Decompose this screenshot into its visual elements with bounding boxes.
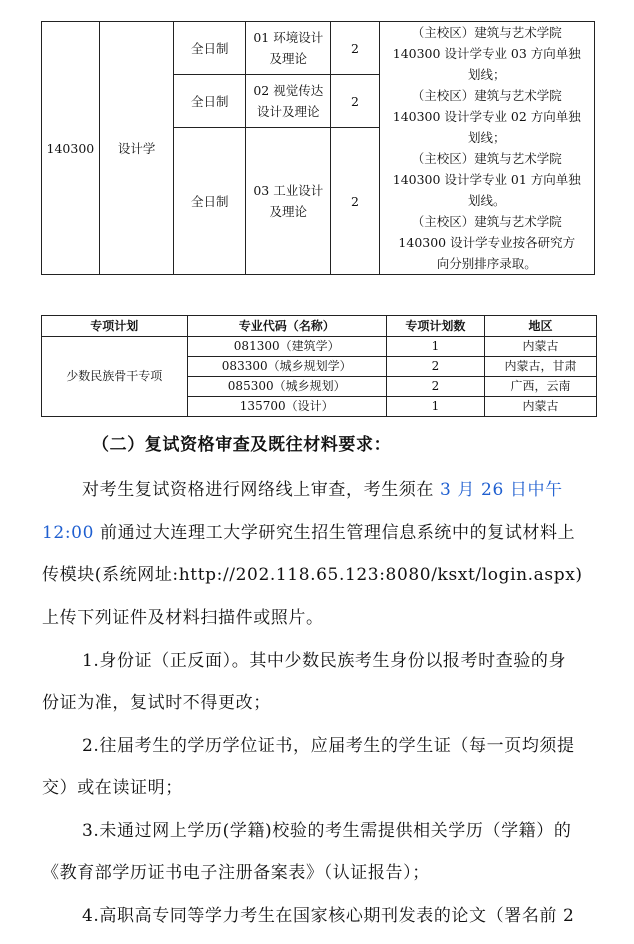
direction-cell (246, 75, 331, 128)
text-span: 前通过大连理工大学研究生招生管理信息系统中的复试材料上 (100, 523, 576, 543)
notes-cell (379, 22, 594, 275)
direction-line: 设计及理论 (257, 104, 320, 119)
study-mode: 全日制 (174, 75, 246, 128)
note-line: （主校区）建筑与艺术学院 (411, 88, 562, 103)
enroll-count: 2 (331, 128, 379, 275)
text-span: 对考生复试资格进行网络线上审查，考生须在 (82, 480, 434, 500)
program-table (41, 21, 595, 275)
region: 内蒙古 (484, 337, 596, 357)
direction-line: 及理论 (269, 204, 308, 219)
note-line: 划线。 (468, 193, 506, 208)
direction-line: 02 视觉传达 (253, 83, 324, 98)
col-header: 专项计划数 (386, 316, 484, 337)
list-item-line: 交）或在读证明； (42, 778, 183, 798)
list-item-line: 份证为准，复试时不得更改； (42, 693, 271, 713)
table-row (42, 337, 597, 357)
major-code: 081300（建筑学） (187, 337, 386, 357)
paragraph-line: 上传下列证件及材料扫描件或照片。 (42, 608, 324, 628)
direction-line: 及理论 (269, 51, 308, 66)
paragraph-line (42, 518, 575, 543)
major-code: 085300（城乡规划） (187, 377, 386, 397)
note-line: （主校区）建筑与艺术学院 (411, 214, 562, 229)
note-line: 140300 设计学专业 01 方向单独 (392, 172, 581, 187)
major-code: 083300（城乡规划学） (187, 357, 386, 377)
note-line: 划线； (468, 67, 506, 82)
enroll-count: 2 (331, 75, 379, 128)
plan-count: 1 (386, 397, 484, 417)
program-name: 设计学 (99, 22, 174, 275)
list-item-line: 1.身份证（正反面）。其中少数民族考生身份以报考时查验的身 (82, 651, 567, 671)
list-item-line: 《教育部学历证书电子注册备案表》（认证报告）； (42, 863, 430, 883)
direction-line: 01 环境设计 (253, 30, 324, 45)
paragraph-line (82, 475, 563, 500)
major-code: 135700（设计） (187, 397, 386, 417)
note-line: （主校区）建筑与艺术学院 (411, 25, 562, 40)
col-header: 专业代码（名称） (187, 316, 386, 337)
note-line: （主校区）建筑与艺术学院 (411, 151, 562, 166)
plan-count: 2 (386, 357, 484, 377)
special-plan-table (41, 315, 597, 417)
region: 广西，云南 (484, 377, 596, 397)
enroll-count: 2 (331, 22, 379, 75)
deadline-highlight: 3 月 26 日中午 (440, 480, 563, 500)
header-row (42, 316, 597, 337)
col-header: 地区 (484, 316, 596, 337)
list-item-line: 3.未通过网上学历(学籍)校验的考生需提供相关学历（学籍）的 (82, 821, 572, 841)
col-header: 专项计划 (42, 316, 188, 337)
note-line: 划线； (468, 130, 506, 145)
plan-count: 2 (386, 377, 484, 397)
note-line: 140300 设计学专业 03 方向单独 (392, 46, 581, 61)
region: 内蒙古 (484, 397, 596, 417)
paragraph-line: 传模块(系统网址:http://202.118.65.123:8080/ksxt/login.aspx) (42, 565, 583, 585)
plan-name: 少数民族骨干专项 (42, 337, 188, 417)
list-item-line: 2.往届考生的学历学位证书，应届考生的学生证（每一页均须提 (82, 736, 575, 756)
section-heading: （二）复试资格审查及既往材料要求： (92, 435, 392, 455)
list-item-line: 4.高职高专同等学力考生在国家核心期刊发表的论文（署名前 2 (82, 906, 575, 926)
plan-count: 1 (386, 337, 484, 357)
deadline-highlight: 12:00 (42, 523, 94, 543)
region: 内蒙古，甘肃 (484, 357, 596, 377)
direction-line: 03 工业设计 (253, 183, 324, 198)
study-mode: 全日制 (174, 22, 246, 75)
direction-cell (246, 128, 331, 275)
direction-cell (246, 22, 331, 75)
note-line: 140300 设计学专业 02 方向单独 (392, 109, 581, 124)
study-mode: 全日制 (174, 128, 246, 275)
note-line: 向分别排序录取。 (436, 256, 537, 271)
program-code: 140300 (42, 22, 100, 275)
note-line: 140300 设计学专业按各研究方 (398, 235, 576, 250)
